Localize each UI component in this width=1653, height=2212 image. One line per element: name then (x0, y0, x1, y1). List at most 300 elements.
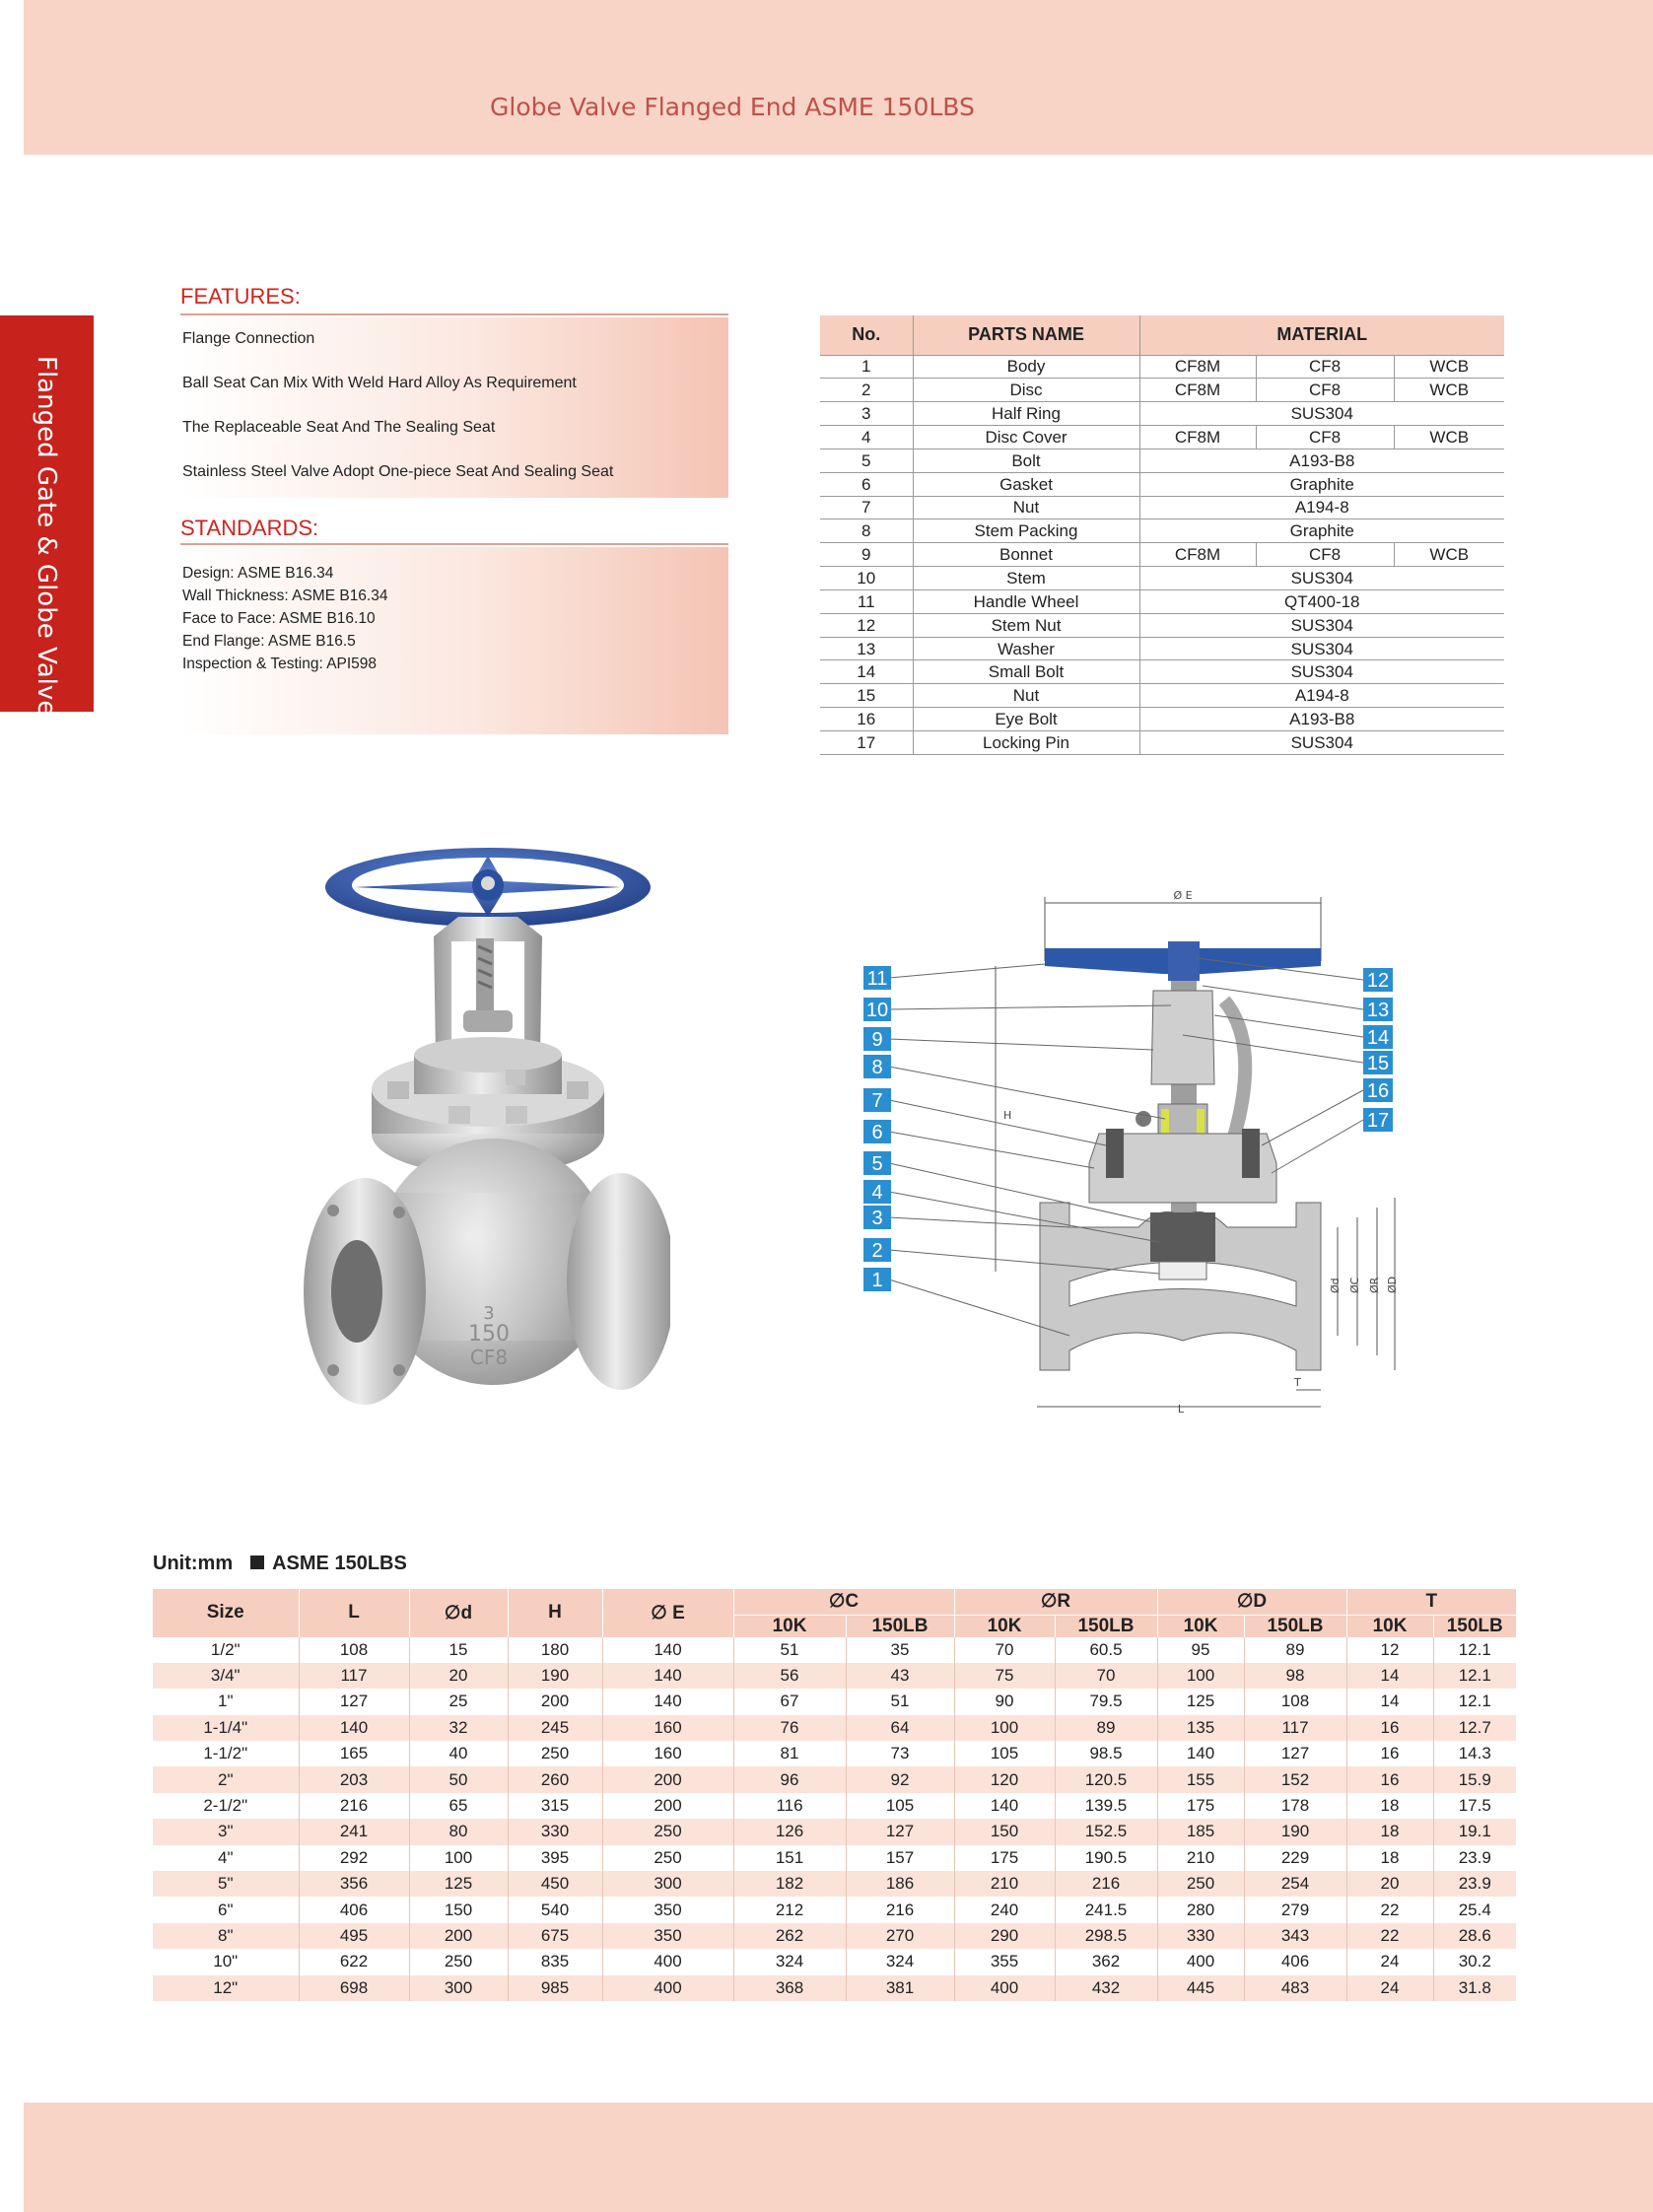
dimension-value-cell: 400 (602, 1949, 733, 1974)
parts-material-cell: CF8 (1256, 355, 1394, 379)
parts-material-cell: WCB (1394, 379, 1504, 402)
feature-item: Flange Connection (182, 330, 315, 347)
callout-leader (889, 1132, 1094, 1168)
header-band (24, 0, 1653, 155)
callout-number: 1 (871, 1270, 883, 1291)
parts-material-cell: CF8 (1256, 543, 1394, 567)
dimension-value-cell: 350 (602, 1897, 733, 1922)
dimension-value-cell: 210 (954, 1871, 1055, 1897)
dim-header-e: ∅ E (602, 1589, 733, 1637)
parts-no-cell: 1 (820, 355, 913, 379)
parts-no-cell: 2 (820, 379, 913, 402)
dimension-value-cell: 165 (299, 1741, 409, 1766)
parts-material-cell: SUS304 (1139, 402, 1504, 426)
dimension-value-cell: 56 (733, 1663, 846, 1689)
dimension-row (153, 1689, 1516, 1714)
callout-number: 11 (866, 968, 888, 990)
dimension-row (153, 1819, 1516, 1844)
dimension-value-cell: 330 (1157, 1923, 1244, 1949)
parts-row (820, 379, 1504, 402)
dimension-value-cell: 241.5 (1055, 1897, 1157, 1922)
parts-name-cell: Disc (913, 379, 1139, 402)
dimension-row (153, 1637, 1516, 1663)
dim-subheader: 150LB (1055, 1615, 1157, 1637)
dimension-value-cell: 200 (508, 1689, 602, 1714)
parts-table (820, 315, 1504, 755)
dimension-value-cell: 356 (299, 1871, 409, 1897)
dimension-value-cell: 300 (409, 1975, 508, 2001)
dimension-value-cell: 19.1 (1433, 1819, 1516, 1844)
dimension-value-cell: 200 (602, 1766, 733, 1792)
dimension-value-cell: 81 (733, 1741, 846, 1766)
dimension-size-cell: 10" (213, 1952, 239, 1971)
parts-name-cell: Body (913, 355, 1139, 379)
dimension-table (153, 1589, 1516, 2001)
dimension-value-cell: 79.5 (1055, 1689, 1157, 1714)
dimension-value-cell: 92 (846, 1766, 954, 1792)
callout-number: 4 (871, 1182, 883, 1204)
dimension-value-cell: 186 (846, 1871, 954, 1897)
unit-label: Unit:mm (153, 1553, 234, 1574)
dimension-value-cell: 89 (1055, 1715, 1157, 1741)
dimension-size-cell: 4" (218, 1847, 234, 1867)
callout-leader (1262, 1090, 1363, 1145)
dimension-size-cell: 5" (153, 1871, 299, 1897)
parts-row (820, 402, 1504, 426)
dimension-value-cell: 25 (409, 1689, 508, 1714)
dimension-value-cell: 20 (409, 1663, 508, 1689)
dim-header-h: H (508, 1589, 602, 1637)
dimension-value-cell: 43 (846, 1663, 954, 1689)
dimension-value-cell: 105 (954, 1741, 1055, 1766)
dim-subheader: 10K (733, 1615, 846, 1637)
dimension-value-cell: 212 (733, 1897, 846, 1922)
dimension-value-cell: 254 (1244, 1871, 1346, 1897)
dim-label-r: ØR (1368, 1277, 1381, 1293)
dimension-value-cell: 155 (1157, 1766, 1244, 1792)
dimension-value-cell: 290 (954, 1923, 1055, 1949)
dimension-value-cell: 18 (1346, 1793, 1433, 1819)
dimension-value-cell: 31.8 (1433, 1975, 1516, 2001)
parts-material-cell: WCB (1394, 426, 1504, 449)
cast-mark: 3 (483, 1303, 495, 1324)
callout-number: 10 (865, 1000, 889, 1021)
parts-material-cell: WCB (1394, 355, 1504, 379)
cast-mark: 150 (468, 1322, 510, 1347)
valve-section-diagram (858, 887, 1410, 1415)
standard-item: Face to Face: ASME B16.10 (182, 610, 376, 627)
parts-name-cell: Disc Cover (913, 426, 1139, 449)
dimension-value-cell: 28.6 (1433, 1923, 1516, 1949)
dim-subheader: 150LB (846, 1615, 954, 1637)
callout-leader (889, 1100, 1106, 1145)
parts-row (820, 355, 1504, 379)
page-title: Globe Valve Flanged End ASME 150LBS (490, 93, 975, 121)
dimension-value-cell: 298.5 (1055, 1923, 1157, 1949)
dimension-value-cell: 14 (1346, 1689, 1433, 1714)
dimension-value-cell: 125 (1157, 1689, 1244, 1714)
dimension-value-cell: 250 (508, 1741, 602, 1766)
feature-item: Ball Seat Can Mix With Weld Hard Alloy As Requirement (182, 375, 577, 391)
callout-leader (889, 1067, 1165, 1119)
dimension-value-cell: 135 (1157, 1715, 1244, 1741)
parts-material-cell: WCB (1394, 543, 1504, 567)
dimension-value-cell: 330 (508, 1819, 602, 1844)
dimension-value-cell: 89 (1244, 1637, 1346, 1663)
dimension-row (153, 1715, 1516, 1741)
parts-row (820, 472, 1504, 496)
dimension-value-cell: 324 (733, 1949, 846, 1974)
parts-name-cell: Nut (913, 496, 1139, 519)
callout-number: 5 (871, 1153, 883, 1175)
dimension-value-cell: 160 (602, 1741, 733, 1766)
parts-name-cell: Bolt (913, 449, 1139, 472)
dimension-value-cell: 200 (409, 1923, 508, 1949)
parts-name-cell: Stem (913, 567, 1139, 590)
dimension-value-cell: 140 (602, 1663, 733, 1689)
parts-no-cell: 16 (820, 708, 913, 731)
dimension-value-cell: 362 (1055, 1949, 1157, 1974)
dimension-value-cell: 25.4 (1433, 1897, 1516, 1922)
dimension-value-cell: 151 (733, 1845, 846, 1871)
dimension-value-cell: 400 (954, 1975, 1055, 2001)
dim-header-c: ∅C (733, 1589, 954, 1615)
parts-header-material: MATERIAL (1139, 315, 1504, 355)
dimension-size-cell: 8" (153, 1923, 299, 1949)
dimension-value-cell: 51 (733, 1637, 846, 1663)
dimension-value-cell: 175 (1157, 1793, 1244, 1819)
parts-no-cell: 8 (820, 519, 913, 543)
parts-no-cell: 14 (820, 660, 913, 684)
callout-number: 16 (1366, 1080, 1390, 1102)
dimension-value-cell: 16 (1346, 1715, 1433, 1741)
callout-number: 15 (1366, 1053, 1390, 1074)
parts-no-cell: 4 (820, 426, 913, 449)
dimension-value-cell: 150 (409, 1897, 508, 1922)
dimension-value-cell: 64 (846, 1715, 954, 1741)
dimension-value-cell: 324 (846, 1949, 954, 1974)
parts-row (820, 637, 1504, 660)
parts-name-cell: Washer (913, 637, 1139, 660)
dimension-value-cell: 483 (1244, 1975, 1346, 2001)
dimension-value-cell: 622 (299, 1949, 409, 1974)
dimension-value-cell: 157 (846, 1845, 954, 1871)
dimension-value-cell: 40 (409, 1741, 508, 1766)
dimension-value-cell: 50 (409, 1766, 508, 1792)
dimension-value-cell: 675 (508, 1923, 602, 1949)
cast-mark: CF8 (469, 1346, 509, 1369)
dimension-value-cell: 23.9 (1433, 1871, 1516, 1897)
callout-number: 6 (871, 1122, 883, 1143)
dimension-row (153, 1741, 1516, 1766)
callout-number: 13 (1366, 1000, 1390, 1021)
dim-subheader: 10K (954, 1615, 1055, 1637)
dimension-value-cell: 98.5 (1055, 1741, 1157, 1766)
dimension-value-cell: 20 (1346, 1871, 1433, 1897)
dimension-value-cell: 127 (1244, 1741, 1346, 1766)
parts-table-body (820, 355, 1504, 754)
valve-photo (296, 848, 670, 1459)
dim-label-d: ØD (1386, 1276, 1399, 1293)
dim-subheader: 10K (1346, 1615, 1433, 1637)
parts-row (820, 496, 1504, 519)
dimension-value-cell: 152 (1244, 1766, 1346, 1792)
parts-row (820, 660, 1504, 684)
dimension-value-cell: 12.1 (1433, 1663, 1516, 1689)
dimension-value-cell: 12.1 (1433, 1689, 1516, 1714)
dimension-value-cell: 24 (1346, 1949, 1433, 1974)
parts-name-cell: Nut (913, 684, 1139, 708)
dimension-value-cell: 127 (846, 1819, 954, 1844)
callout-number: 9 (871, 1029, 883, 1051)
parts-name-cell: Half Ring (913, 402, 1139, 426)
dimension-value-cell: 17.5 (1433, 1793, 1516, 1819)
dimension-value-cell: 22 (1346, 1923, 1433, 1949)
dimension-value-cell: 32 (409, 1715, 508, 1741)
parts-no-cell: 10 (820, 567, 913, 590)
callout-leader (889, 1039, 1153, 1050)
dim-label-d-small: Ød (1329, 1278, 1342, 1293)
dimension-value-cell: 445 (1157, 1975, 1244, 2001)
dimension-value-cell: 229 (1244, 1845, 1346, 1871)
parts-material-cell: SUS304 (1139, 731, 1504, 755)
parts-material-cell: SUS304 (1139, 613, 1504, 637)
dimension-value-cell: 108 (299, 1637, 409, 1663)
dimension-value-cell: 406 (299, 1897, 409, 1922)
standard-item: Design: ASME B16.34 (182, 565, 334, 582)
parts-row (820, 426, 1504, 449)
parts-no-cell: 3 (820, 402, 913, 426)
dimension-value-cell: 241 (299, 1819, 409, 1844)
dimension-value-cell: 540 (508, 1897, 602, 1922)
dimension-value-cell: 127 (299, 1689, 409, 1714)
parts-no-cell: 15 (820, 684, 913, 708)
dimension-value-cell: 355 (954, 1949, 1055, 1974)
parts-material-cell: SUS304 (1139, 567, 1504, 590)
dimension-value-cell: 240 (954, 1897, 1055, 1922)
dimension-value-cell: 126 (733, 1819, 846, 1844)
dimension-value-cell: 15 (409, 1637, 508, 1663)
parts-material-cell: CF8M (1139, 379, 1256, 402)
dim-header-t: T (1346, 1589, 1516, 1615)
parts-no-cell: 9 (820, 543, 913, 567)
dimension-value-cell: 120 (954, 1766, 1055, 1792)
features-heading: FEATURES: (180, 284, 301, 309)
dimension-value-cell: 116 (733, 1793, 846, 1819)
dimension-value-cell: 90 (954, 1689, 1055, 1714)
dimension-value-cell: 210 (1157, 1845, 1244, 1871)
dimension-value-cell: 216 (1055, 1871, 1157, 1897)
parts-header-name: PARTS NAME (913, 315, 1139, 355)
dimension-value-cell: 985 (508, 1975, 602, 2001)
dimension-value-cell: 22 (1346, 1897, 1433, 1922)
dim-subheader: 150LB (1433, 1615, 1516, 1637)
dimension-value-cell: 250 (602, 1819, 733, 1844)
standards-divider (180, 543, 728, 545)
parts-no-cell: 12 (820, 613, 913, 637)
dimension-value-cell: 432 (1055, 1975, 1157, 2001)
parts-material-cell: A193-B8 (1139, 708, 1504, 731)
standard-item: Wall Thickness: ASME B16.34 (182, 588, 388, 604)
dimension-size-cell: 12" (153, 1975, 299, 2001)
dimension-value-cell: 139.5 (1055, 1793, 1157, 1819)
dim-label-c: ØC (1348, 1277, 1361, 1293)
dimension-value-cell: 245 (508, 1715, 602, 1741)
parts-row (820, 449, 1504, 472)
dimension-value-cell: 495 (299, 1923, 409, 1949)
dimension-value-cell: 95 (1157, 1637, 1244, 1663)
parts-no-cell: 13 (820, 637, 913, 660)
callout-number: 17 (1366, 1110, 1390, 1132)
parts-no-cell: 6 (820, 472, 913, 496)
parts-header-no: No. (820, 315, 913, 355)
dimension-value-cell: 100 (1157, 1663, 1244, 1689)
dimension-row (153, 1766, 1516, 1792)
dimension-value-cell: 300 (602, 1871, 733, 1897)
dimension-value-cell: 200 (602, 1793, 733, 1819)
parts-no-cell: 17 (820, 731, 913, 755)
callout-number: 2 (871, 1240, 883, 1262)
dimension-value-cell: 406 (1244, 1949, 1346, 1974)
dimension-value-cell: 400 (1157, 1949, 1244, 1974)
parts-name-cell: Stem Nut (913, 613, 1139, 637)
dimension-value-cell: 100 (409, 1845, 508, 1871)
dimension-value-cell: 60.5 (1055, 1637, 1157, 1663)
callout-leader (889, 1005, 1171, 1009)
parts-row (820, 519, 1504, 543)
dimension-value-cell: 108 (1244, 1689, 1346, 1714)
callout-number: 12 (1366, 970, 1390, 992)
parts-name-cell: Handle Wheel (913, 589, 1139, 613)
dimension-value-cell: 16 (1346, 1766, 1433, 1792)
footer-band (24, 2103, 1653, 2212)
dimension-value-cell: 23.9 (1433, 1845, 1516, 1871)
dimension-row (153, 1793, 1516, 1819)
dimension-value-cell: 150 (954, 1819, 1055, 1844)
dimension-value-cell: 18 (1346, 1845, 1433, 1871)
parts-no-cell: 7 (820, 496, 913, 519)
dimension-value-cell: 98 (1244, 1663, 1346, 1689)
dimension-value-cell: 12 (1346, 1637, 1433, 1663)
parts-name-cell: Small Bolt (913, 660, 1139, 684)
parts-material-cell: CF8M (1139, 355, 1256, 379)
dimension-value-cell: 105 (846, 1793, 954, 1819)
parts-row (820, 543, 1504, 567)
parts-name-cell: Stem Packing (913, 519, 1139, 543)
dimension-value-cell: 125 (409, 1871, 508, 1897)
dimension-value-cell: 216 (299, 1793, 409, 1819)
parts-row (820, 589, 1504, 613)
callout-number: 14 (1366, 1027, 1390, 1049)
unit-standard: ASME 150LBS (272, 1553, 407, 1574)
square-bullet-icon (250, 1555, 264, 1569)
dimension-value-cell: 120.5 (1055, 1766, 1157, 1792)
dimension-value-cell: 117 (299, 1663, 409, 1689)
dimension-value-cell: 70 (1055, 1663, 1157, 1689)
dimension-row (153, 1663, 1516, 1689)
parts-material-cell: A193-B8 (1139, 449, 1504, 472)
dimension-value-cell: 73 (846, 1741, 954, 1766)
dimension-value-cell: 75 (954, 1663, 1055, 1689)
dimension-value-cell: 76 (733, 1715, 846, 1741)
parts-material-cell: QT400-18 (1139, 589, 1504, 613)
callout-number: 8 (871, 1057, 883, 1078)
dim-subheader: 150LB (1244, 1615, 1346, 1637)
dimension-value-cell: 12.1 (1433, 1637, 1516, 1663)
dimension-size-cell: 1-1/4" (153, 1715, 299, 1741)
dimension-value-cell: 178 (1244, 1793, 1346, 1819)
dimension-value-cell: 368 (733, 1975, 846, 2001)
callout-leader (1272, 1120, 1363, 1173)
dimension-value-cell: 140 (954, 1793, 1055, 1819)
dimension-value-cell: 51 (846, 1689, 954, 1714)
standard-item: Inspection & Testing: API598 (182, 656, 378, 672)
dimension-value-cell: 279 (1244, 1897, 1346, 1922)
dimension-value-cell: 140 (602, 1689, 733, 1714)
dimension-value-cell: 175 (954, 1845, 1055, 1871)
dimension-value-cell: 216 (846, 1897, 954, 1922)
features-divider (180, 313, 728, 315)
dimension-value-cell: 67 (733, 1689, 846, 1714)
dimension-value-cell: 180 (508, 1637, 602, 1663)
dimension-size-cell: 6" (218, 1900, 234, 1919)
dimension-row (153, 1897, 1516, 1922)
dimension-value-cell: 96 (733, 1766, 846, 1792)
dimension-row (153, 1845, 1516, 1871)
dimension-value-cell: 400 (602, 1975, 733, 2001)
dimension-value-cell: 203 (299, 1766, 409, 1792)
dimension-value-cell: 70 (954, 1637, 1055, 1663)
parts-row (820, 731, 1504, 755)
dimension-value-cell: 250 (602, 1845, 733, 1871)
dimension-value-cell: 190 (1244, 1819, 1346, 1844)
side-tab-label: Flanged Gate & Globe Valves (32, 356, 61, 729)
dimension-value-cell: 30.2 (1433, 1949, 1516, 1974)
dimension-value-cell: 835 (508, 1949, 602, 1974)
dimension-value-cell: 18 (1346, 1819, 1433, 1844)
dimension-value-cell: 450 (508, 1871, 602, 1897)
dimension-value-cell: 14 (1346, 1663, 1433, 1689)
dimension-value-cell: 15.9 (1433, 1766, 1516, 1792)
parts-row (820, 613, 1504, 637)
dimension-row (153, 1923, 1516, 1949)
standard-item: End Flange: ASME B16.5 (182, 633, 356, 650)
dimension-value-cell: 117 (1244, 1715, 1346, 1741)
dimension-value-cell: 262 (733, 1923, 846, 1949)
parts-material-cell: CF8M (1139, 543, 1256, 567)
parts-no-cell: 5 (820, 449, 913, 472)
dimension-value-cell: 270 (846, 1923, 954, 1949)
dimension-value-cell: 343 (1244, 1923, 1346, 1949)
feature-item: Stainless Steel Valve Adopt One-piece Seat And Sealing Seat (182, 463, 614, 480)
callout-number: 3 (871, 1208, 883, 1229)
dimension-value-cell: 190 (508, 1663, 602, 1689)
dimension-size-cell: 2-1/2" (203, 1796, 248, 1816)
dimension-value-cell: 185 (1157, 1819, 1244, 1844)
dimension-value-cell: 24 (1346, 1975, 1433, 2001)
unit-line (153, 1553, 407, 1575)
dim-label-h: H (1003, 1109, 1012, 1122)
dimension-value-cell: 140 (602, 1637, 733, 1663)
dim-header-l: L (299, 1589, 409, 1637)
parts-material-cell: CF8M (1139, 426, 1256, 449)
dimension-value-cell: 698 (299, 1975, 409, 2001)
dimension-value-cell: 80 (409, 1819, 508, 1844)
feature-item: The Replaceable Seat And The Sealing Seat (182, 419, 496, 436)
parts-name-cell: Eye Bolt (913, 708, 1139, 731)
dimension-value-cell: 260 (508, 1766, 602, 1792)
dim-label-e: Ø E (1173, 889, 1193, 902)
